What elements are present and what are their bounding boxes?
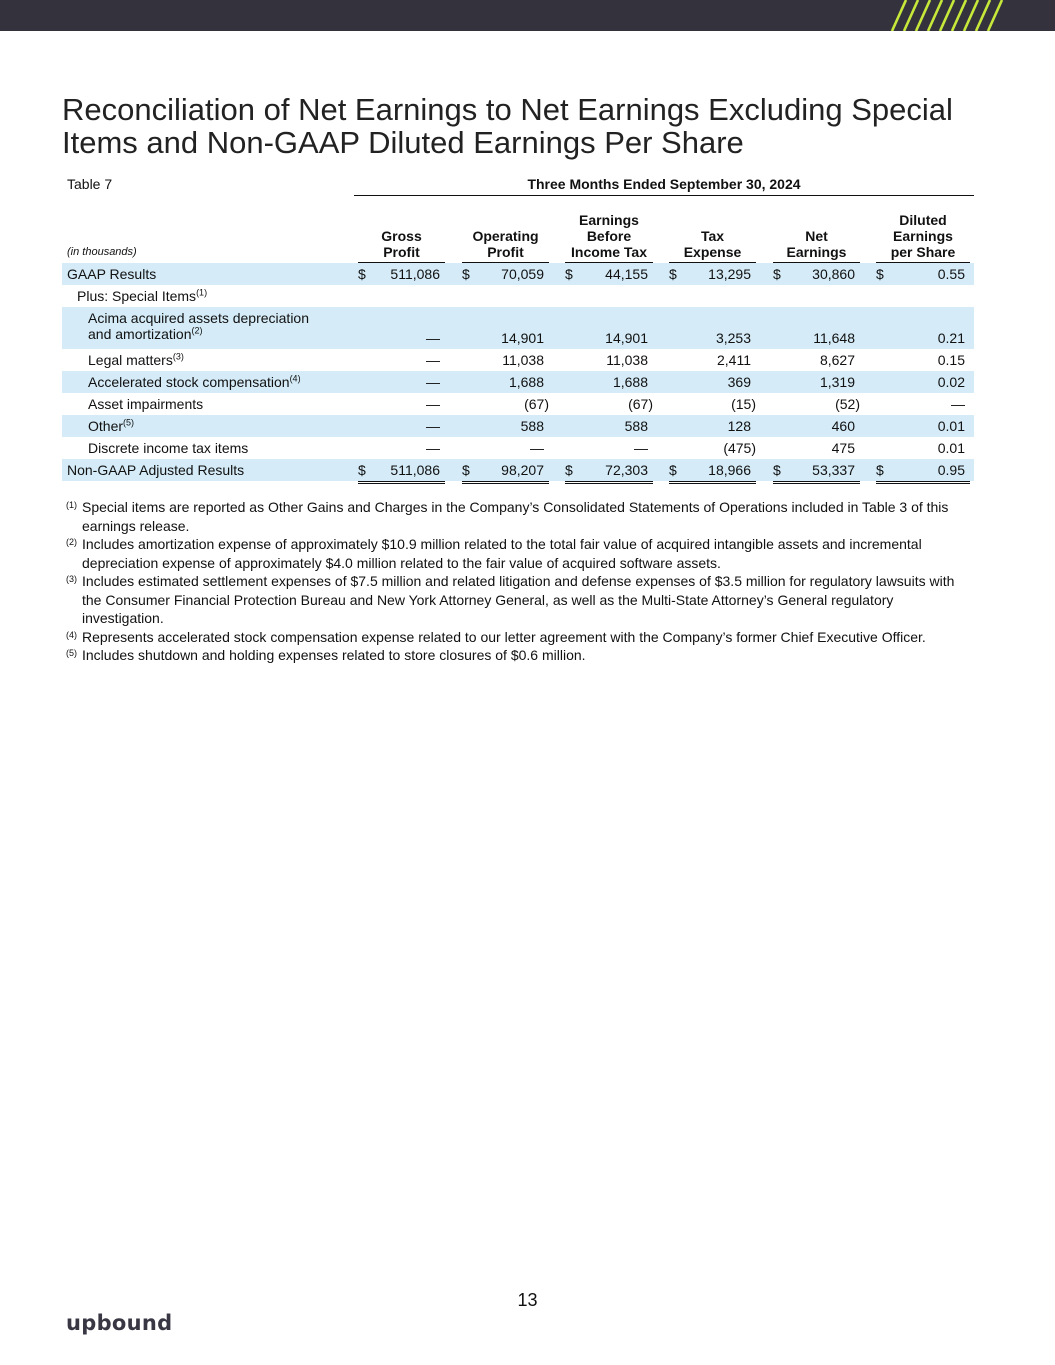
row-label-text: Non-GAAP Adjusted Results: [67, 462, 245, 478]
row-label-line: Acima acquired assets depreciation: [88, 310, 310, 326]
value-cell: [773, 371, 860, 393]
footnote-marker: (3): [66, 574, 77, 584]
row-label-text: and amortization: [88, 326, 192, 342]
value-cell: [773, 415, 860, 437]
value-text: 3,253: [715, 330, 751, 346]
value-text: 13,295: [708, 266, 751, 282]
column-header-line: Earnings: [893, 228, 953, 244]
value-text: (15): [731, 396, 756, 412]
column-header-line: Income Tax: [571, 244, 647, 260]
column-header-line: Before: [586, 228, 632, 244]
value-text: 0.95: [937, 462, 965, 478]
value-cell: [462, 393, 549, 415]
row-label-text: GAAP Results: [67, 266, 157, 282]
value-cell: [358, 437, 445, 459]
value-cell: [565, 415, 653, 437]
value-text: 588: [624, 418, 648, 434]
row-label: [88, 349, 184, 371]
row-label: [67, 263, 156, 285]
footnote-text: Special items are reported as Other Gains and Charges in the Company’s Consolidated Statements of Operations included in Table 3 of this earnings release.: [82, 499, 949, 534]
column-header: [876, 212, 970, 263]
value-cell: [669, 437, 756, 459]
value-text: 44,155: [605, 266, 648, 282]
column-header: [565, 212, 653, 263]
value-cell: [876, 371, 970, 393]
currency-symbol: $: [876, 462, 884, 478]
value-text: 8,627: [819, 352, 855, 368]
column-header: [773, 212, 860, 263]
footnote-marker: (4): [66, 629, 77, 640]
value-cell: [669, 307, 756, 349]
value-cell: [876, 307, 970, 349]
value-text: —: [426, 374, 440, 390]
footnote: [66, 498, 971, 535]
value-text: 11,038: [502, 352, 544, 368]
row-label: [88, 393, 203, 415]
value-cell: [462, 349, 549, 371]
value-text: 14,901: [501, 330, 544, 346]
upbound-logo: upbound: [66, 1311, 173, 1335]
value-cell: [876, 263, 970, 285]
value-cell: [773, 349, 860, 371]
value-text: (67): [524, 396, 549, 412]
value-cell: [773, 437, 860, 459]
row-label-text: Discrete income tax items: [88, 440, 249, 456]
value-text: —: [426, 396, 440, 412]
value-cell: [358, 459, 445, 484]
value-text: —: [634, 440, 648, 456]
column-header-line: Expense: [683, 244, 742, 260]
currency-symbol: $: [565, 462, 573, 478]
column-header-line: [773, 212, 860, 228]
table-row: [62, 393, 974, 415]
value-text: 460: [831, 418, 855, 434]
accent-stripes-icon: [890, 0, 1005, 31]
row-label: [77, 285, 207, 307]
column-header-line: Earnings: [786, 244, 847, 260]
value-text: 0.01: [937, 418, 965, 434]
table-row: [62, 285, 974, 307]
table-row: [62, 415, 974, 437]
table-row: [62, 349, 974, 371]
value-cell: [358, 393, 445, 415]
value-cell: [358, 415, 445, 437]
value-cell: [358, 263, 445, 285]
value-text: 11,648: [813, 330, 855, 346]
value-text: (67): [628, 396, 653, 412]
period-header: Three Months Ended September 30, 2024: [354, 176, 974, 196]
column-header-line: [462, 212, 549, 228]
value-text: 0.55: [937, 266, 965, 282]
value-text: 1,319: [819, 374, 855, 390]
value-text: 128: [727, 418, 751, 434]
row-label: [88, 415, 134, 437]
value-text: 72,303: [605, 462, 648, 478]
table-label: Table 7: [67, 176, 113, 192]
value-text: 53,337: [812, 462, 855, 478]
value-cell: [565, 393, 653, 415]
value-cell: [773, 263, 860, 285]
currency-symbol: $: [462, 462, 470, 478]
value-text: —: [951, 396, 965, 412]
column-header-line: per Share: [890, 244, 956, 260]
column-header-line: Tax: [700, 228, 725, 244]
value-cell: [669, 415, 756, 437]
column-header-line: Earnings: [579, 212, 639, 228]
currency-symbol: $: [669, 462, 677, 478]
value-cell: [876, 437, 970, 459]
value-cell: [565, 371, 653, 393]
value-text: 18,966: [708, 462, 751, 478]
footnote: [66, 628, 971, 647]
value-cell: [358, 349, 445, 371]
value-cell: [669, 459, 756, 484]
table-row: [62, 437, 974, 459]
footnote-text: Includes amortization expense of approximately $10.9 million related to the total fair value of acquired intangible assets and incremental depreciation expense of approximately $4.0 million related to the fair value of acquired software assets.: [82, 536, 922, 571]
value-text: (52): [835, 396, 860, 412]
row-label-line: [88, 326, 309, 342]
footnotes: [66, 498, 971, 665]
value-text: —: [426, 352, 440, 368]
value-text: 0.21: [937, 330, 965, 346]
value-cell: [876, 349, 970, 371]
value-text: 0.02: [937, 374, 965, 390]
value-text: 11,038: [606, 352, 648, 368]
row-label: [88, 371, 301, 393]
page-title: Reconciliation of Net Earnings to Net Earnings Excluding Special Items and Non-GAAP Diluted Earnings Per Share: [62, 92, 953, 160]
column-header-line: Operating: [472, 228, 539, 244]
value-cell: [565, 349, 653, 371]
value-cell: [876, 415, 970, 437]
value-text: 0.15: [937, 352, 965, 368]
value-text: 369: [727, 374, 751, 390]
currency-symbol: $: [773, 266, 781, 282]
value-cell: [669, 393, 756, 415]
footnote: [66, 535, 971, 572]
footnote-text: Includes estimated settlement expenses of $7.5 million and related litigation and defense expenses of $3.5 million for regulatory lawsuits with the Consumer Financial Protection Bureau and New York Attorney General, as well as the Multi-State Attorney’s General regulatory investigation.: [82, 573, 955, 626]
footnote: [66, 646, 971, 665]
table-row: [62, 263, 974, 285]
column-header: [358, 212, 445, 263]
column-header-line: Gross: [381, 228, 422, 244]
row-label: [67, 459, 244, 481]
value-cell: [669, 263, 756, 285]
currency-symbol: $: [565, 266, 573, 282]
value-text: 1,688: [612, 374, 648, 390]
page-number: 13: [517, 1290, 538, 1310]
value-cell: [565, 263, 653, 285]
row-label-text: Legal matters: [88, 352, 173, 368]
value-text: 14,901: [605, 330, 648, 346]
column-header-line: Profit: [487, 244, 524, 260]
value-cell: [358, 371, 445, 393]
footnote-ref: (3): [172, 351, 184, 362]
row-label: [88, 437, 248, 459]
value-cell: [462, 307, 549, 349]
value-text: 1,688: [508, 374, 544, 390]
footnote-marker: (5): [66, 648, 77, 658]
value-cell: [773, 307, 860, 349]
value-text: 511,086: [390, 462, 440, 478]
row-label-text: Plus: Special Items: [77, 288, 197, 304]
footnote-ref: (1): [196, 287, 208, 298]
currency-symbol: $: [876, 266, 884, 282]
value-text: 511,086: [390, 266, 440, 282]
top-banner: [0, 0, 1055, 31]
value-cell: [773, 393, 860, 415]
column-header-line: [358, 212, 445, 228]
value-cell: [462, 459, 549, 484]
currency-symbol: $: [358, 462, 366, 478]
value-text: —: [530, 440, 544, 456]
footnote-marker: (1): [66, 500, 77, 510]
column-header-line: Profit: [383, 244, 420, 260]
value-cell: [773, 459, 860, 484]
row-label: [88, 310, 309, 342]
footnote-text: Includes shutdown and holding expenses related to store closures of $0.6 million.: [82, 647, 586, 663]
footnote-ref: (2): [191, 325, 203, 336]
value-text: 475: [831, 440, 855, 456]
table-row: [62, 371, 974, 393]
value-cell: [462, 263, 549, 285]
value-text: 2,411: [717, 352, 751, 368]
value-cell: [462, 415, 549, 437]
table-row: [62, 307, 974, 349]
units-note: (in thousands): [67, 246, 137, 258]
value-text: 98,207: [501, 462, 544, 478]
table-row: [62, 459, 974, 481]
currency-symbol: $: [358, 266, 366, 282]
column-header-line: Diluted: [899, 212, 947, 228]
currency-symbol: $: [669, 266, 677, 282]
value-cell: [669, 349, 756, 371]
value-text: —: [426, 330, 440, 346]
value-text: —: [426, 440, 440, 456]
value-text: —: [426, 418, 440, 434]
value-text: 70,059: [501, 266, 544, 282]
column-header: [462, 212, 549, 263]
value-cell: [462, 437, 549, 459]
value-cell: [358, 307, 445, 349]
value-cell: [565, 437, 653, 459]
currency-symbol: $: [773, 462, 781, 478]
footnote-marker: (2): [66, 537, 77, 547]
footnote-text: Represents accelerated stock compensation expense related to our letter agreement with the Company’s former Chief Executive Officer.: [82, 628, 926, 645]
footnote-ref: (4): [289, 373, 301, 384]
row-label-text: Asset impairments: [88, 396, 204, 412]
row-label-text: Other: [88, 418, 124, 434]
footnote-ref: (5): [123, 417, 135, 428]
value-cell: [462, 371, 549, 393]
column-header-line: Net: [805, 228, 828, 244]
value-text: (475): [723, 440, 756, 456]
footnote: [66, 572, 971, 628]
column-header: [669, 212, 756, 263]
value-cell: [669, 371, 756, 393]
value-cell: [565, 459, 653, 484]
column-header-line: [669, 212, 756, 228]
value-text: 0.01: [937, 440, 965, 456]
value-text: 588: [520, 418, 544, 434]
value-cell: [876, 459, 970, 484]
currency-symbol: $: [462, 266, 470, 282]
value-text: 30,860: [812, 266, 855, 282]
row-label-text: Accelerated stock compensation: [88, 374, 290, 390]
value-cell: [876, 393, 970, 415]
value-cell: [565, 307, 653, 349]
